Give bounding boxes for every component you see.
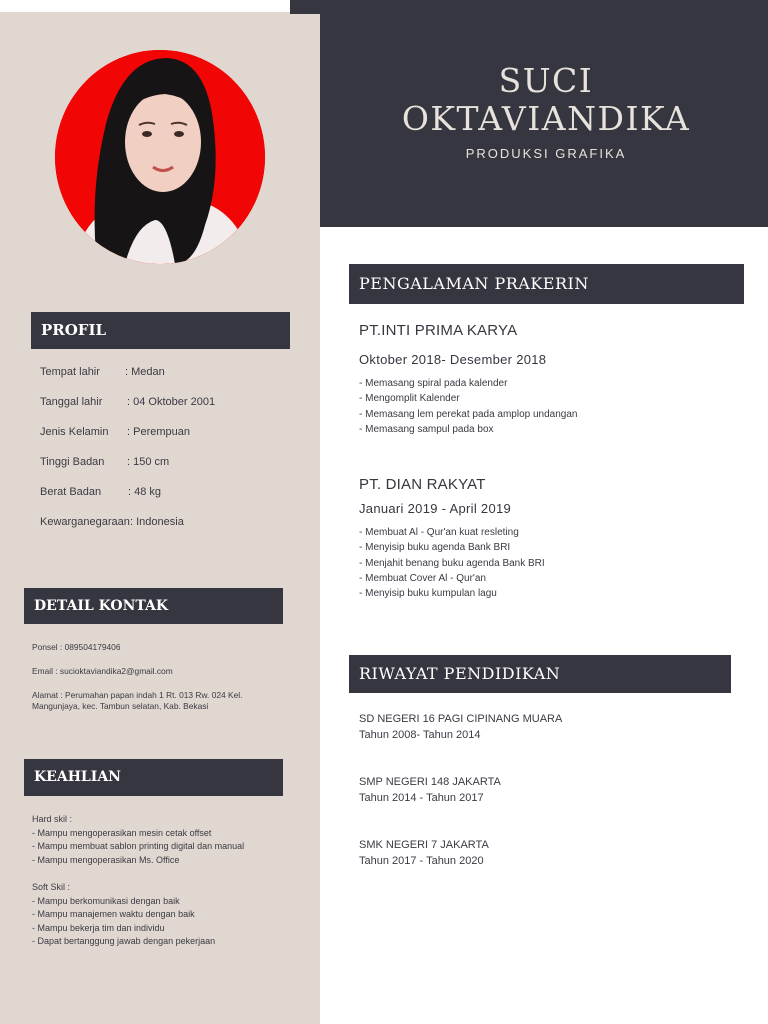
- portrait-illustration: [55, 50, 265, 264]
- contact-heading-bar: [24, 588, 283, 624]
- soft-skills-title: Soft Skil :: [32, 882, 71, 892]
- contact-email: Email : sucioktaviandika2@gmail.com: [32, 666, 173, 676]
- profile-label-height: Tinggi Badan: [40, 456, 105, 468]
- profile-label-birthdate: Tanggal lahir: [40, 396, 103, 408]
- job-task: - Menyisip buku agenda Bank BRI: [359, 542, 511, 554]
- education-item: [359, 711, 562, 743]
- profile-label-gender: Jenis Kelamin: [40, 426, 109, 438]
- soft-skill-item: - Dapat bertanggung jawab dengan pekerjaan: [32, 936, 216, 947]
- soft-skill-item: - Mampu manajemen waktu dengan baik: [32, 909, 195, 920]
- job-company: PT. DIAN RAKYAT: [359, 476, 486, 493]
- profile-value-gender: : Perempuan: [127, 426, 190, 438]
- education-item: [359, 774, 501, 806]
- name-line-1: SUCI: [498, 61, 594, 100]
- full-name: [320, 62, 768, 138]
- job-title: PRODUKSI GRAFIKA: [465, 146, 627, 161]
- soft-skill-item: - Mampu bekerja tim dan individu: [32, 922, 165, 933]
- education-school: SMK NEGERI 7 JAKARTA: [359, 839, 489, 851]
- soft-skill-item: - Mampu berkomunikasi dengan baik: [32, 895, 180, 906]
- job-tasks: [359, 376, 577, 437]
- job-period: Oktober 2018- Desember 2018: [359, 352, 547, 367]
- address-line-2: Mangunjaya, kec. Tambun selatan, Kab. Bekasi: [32, 701, 209, 711]
- soft-skills: [32, 881, 215, 949]
- education-years: Tahun 2008- Tahun 2014: [359, 729, 481, 741]
- hard-skills: [32, 813, 244, 867]
- profile-photo: [55, 50, 265, 264]
- skills-heading-bar: [24, 759, 283, 796]
- profile-heading: PROFIL: [41, 321, 107, 339]
- hard-skill-item: - Mampu mengoperasikan Ms. Office: [32, 854, 180, 865]
- profile-value-birthplace: : Medan: [125, 366, 165, 378]
- job-period: Januari 2019 - April 2019: [359, 501, 512, 516]
- hard-skills-title: Hard skil :: [32, 814, 73, 824]
- experience-heading: PENGALAMAN PRAKERIN: [359, 274, 589, 293]
- education-heading-bar: [349, 655, 731, 693]
- profile-label-weight: Berat Badan: [40, 486, 102, 498]
- education-heading: RIWAYAT PENDIDIKAN: [359, 664, 561, 683]
- profile-value-weight: : 48 kg: [128, 486, 162, 498]
- hard-skill-item: - Mampu mengoperasikan mesin cetak offset: [32, 827, 212, 838]
- education-school: SD NEGERI 16 PAGI CIPINANG MUARA: [359, 713, 563, 725]
- profile-value-birthdate: : 04 Oktober 2001: [127, 396, 216, 408]
- contact-phone: Ponsel : 089504179406: [32, 642, 121, 652]
- job-tasks: [359, 525, 545, 601]
- job-task: - Memasang sampul pada box: [359, 423, 494, 435]
- job-company: PT.INTI PRIMA KARYA: [359, 322, 518, 339]
- job-task: - Memasang lem perekat pada amplop undangan: [359, 408, 578, 420]
- contact-heading: DETAIL KONTAK: [34, 598, 169, 614]
- job-task: - Menjahit benang buku agenda Bank BRI: [359, 557, 545, 569]
- education-years: Tahun 2014 - Tahun 2017: [359, 792, 484, 804]
- skills-heading: KEAHLIAN: [34, 769, 121, 785]
- job-task: - Membuat Cover Al - Qur'an: [359, 572, 486, 584]
- job-task: - Memasang spiral pada kalender: [359, 378, 508, 389]
- profile-value-nationality: : Indonesia: [130, 516, 184, 528]
- job-task: - Membuat Al - Qur'an kuat resleting: [359, 527, 519, 538]
- profile-value-height: : 150 cm: [127, 456, 170, 468]
- education-school: SMP NEGERI 148 JAKARTA: [359, 776, 501, 788]
- education-item: [359, 837, 489, 869]
- education-years: Tahun 2017 - Tahun 2020: [359, 855, 484, 867]
- hard-skill-item: - Mampu membuat sablon printing digital dan manual: [32, 841, 245, 852]
- job-task: - Mengomplit Kalender: [359, 393, 460, 405]
- profile-label-nationality: Kewarganegaraan: [40, 516, 130, 528]
- name-line-2: OKTAVIANDIKA: [401, 99, 691, 138]
- profile-heading-bar: [31, 312, 290, 349]
- address-line-1: Alamat : Perumahan papan indah 1 Rt. 013 Rw. 024 Kel.: [32, 690, 243, 700]
- experience-heading-bar: [349, 264, 744, 304]
- job-task: - Menyisip buku kumpulan lagu: [359, 588, 497, 600]
- contact-address: [32, 690, 242, 712]
- profile-label-birthplace: Tempat lahir: [40, 366, 100, 378]
